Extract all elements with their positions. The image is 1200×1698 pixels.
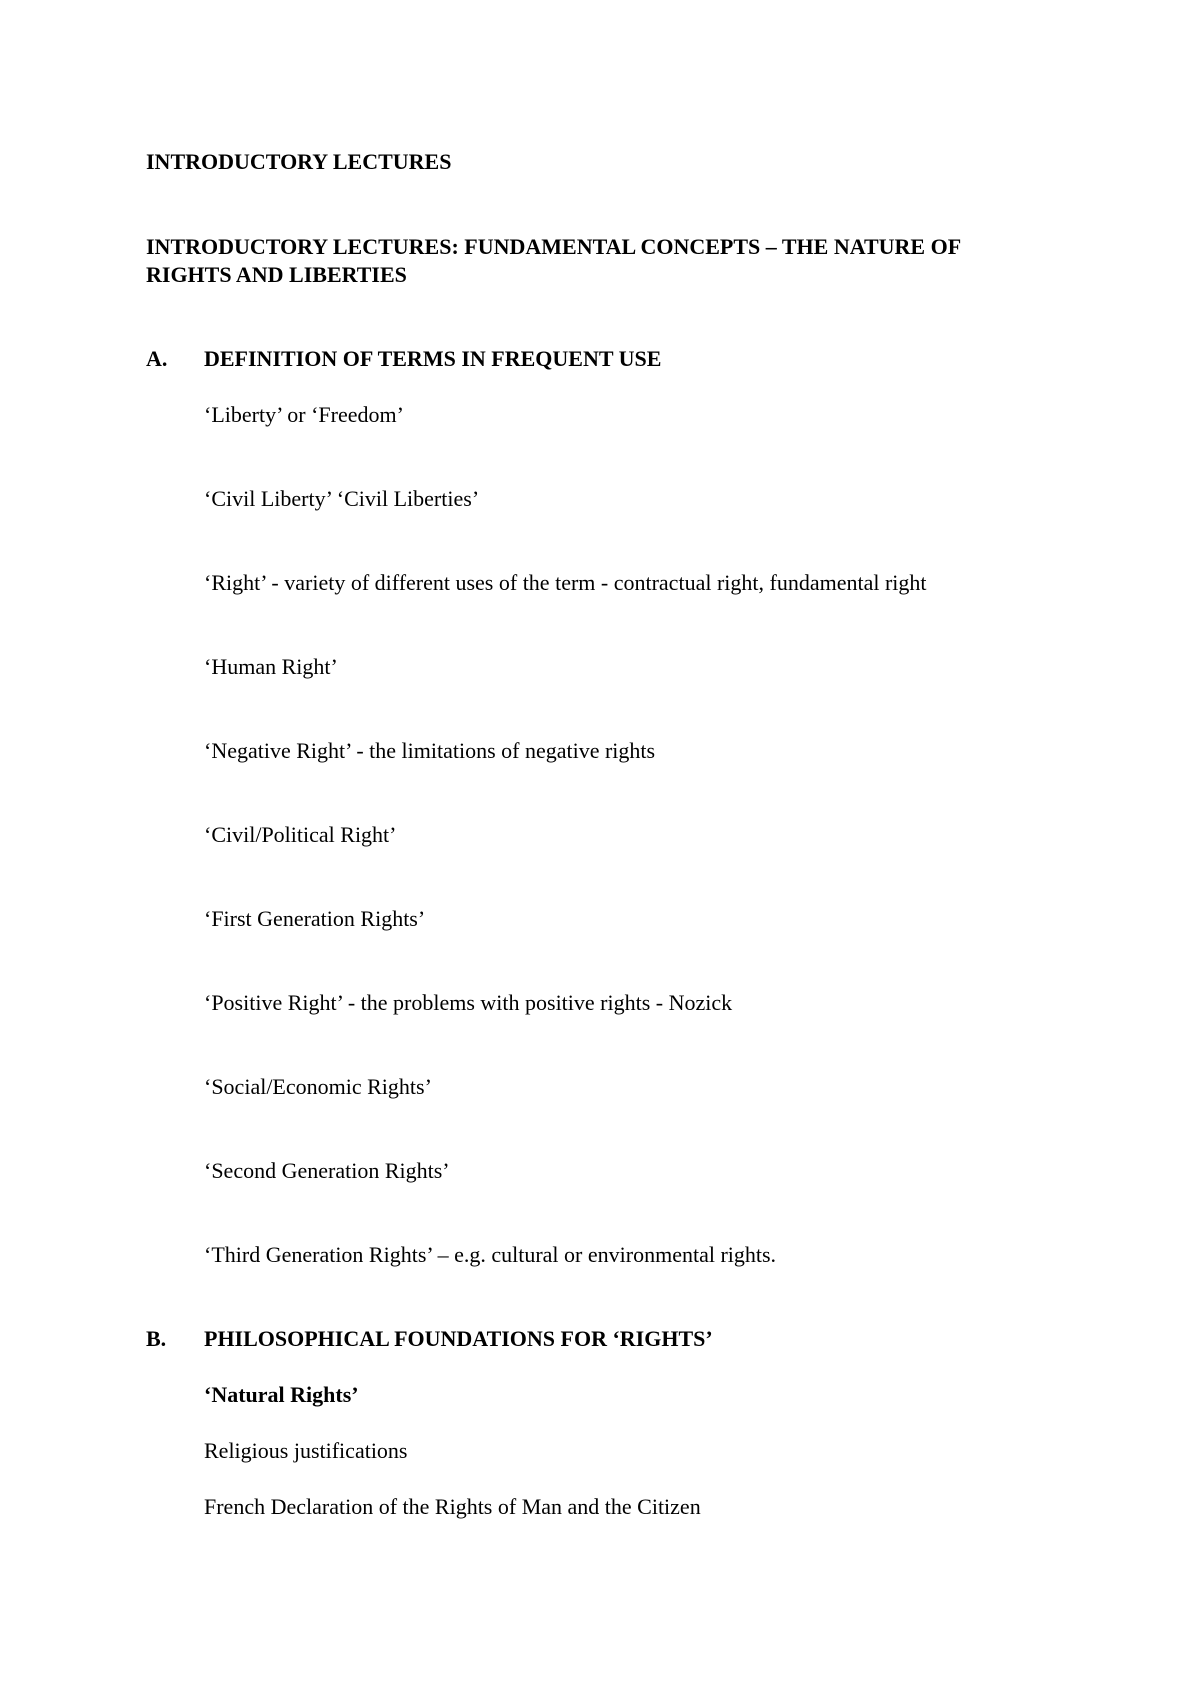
list-item: ‘Civil/Political Right’: [204, 822, 397, 847]
document-subtitle-line-1: INTRODUCTORY LECTURES: FUNDAMENTAL CONCEPTS – THE NATURE OF: [146, 234, 962, 259]
list-item: ‘Third Generation Rights’ – e.g. cultural or environmental rights.: [204, 1242, 777, 1267]
list-item: ‘Civil Liberty’ ‘Civil Liberties’: [204, 486, 480, 511]
list-item: French Declaration of the Rights of Man and the Citizen: [204, 1494, 701, 1519]
section-a-title: DEFINITION OF TERMS IN FREQUENT USE: [204, 346, 662, 371]
list-item: Religious justifications: [204, 1438, 408, 1463]
document-title: INTRODUCTORY LECTURES: [146, 149, 452, 174]
section-b-title: PHILOSOPHICAL FOUNDATIONS FOR ‘RIGHTS’: [204, 1326, 713, 1351]
list-item: ‘Second Generation Rights’: [204, 1158, 450, 1183]
list-item: ‘First Generation Rights’: [204, 906, 426, 931]
list-item: ‘Positive Right’ - the problems with positive rights - Nozick: [204, 990, 733, 1015]
list-item: ‘Right’ - variety of different uses of the term - contractual right, fundamental right: [204, 570, 927, 595]
list-item: ‘Negative Right’ - the limitations of negative rights: [204, 738, 656, 763]
list-item: ‘Liberty’ or ‘Freedom’: [204, 402, 404, 427]
list-item: ‘Social/Economic Rights’: [204, 1074, 432, 1099]
list-item: ‘Human Right’: [204, 654, 338, 679]
document-subtitle-line-2: RIGHTS AND LIBERTIES: [146, 262, 407, 287]
section-a-letter: A.: [146, 346, 168, 371]
section-b-letter: B.: [146, 1326, 167, 1351]
section-b-subheading: ‘Natural Rights’: [204, 1382, 359, 1407]
